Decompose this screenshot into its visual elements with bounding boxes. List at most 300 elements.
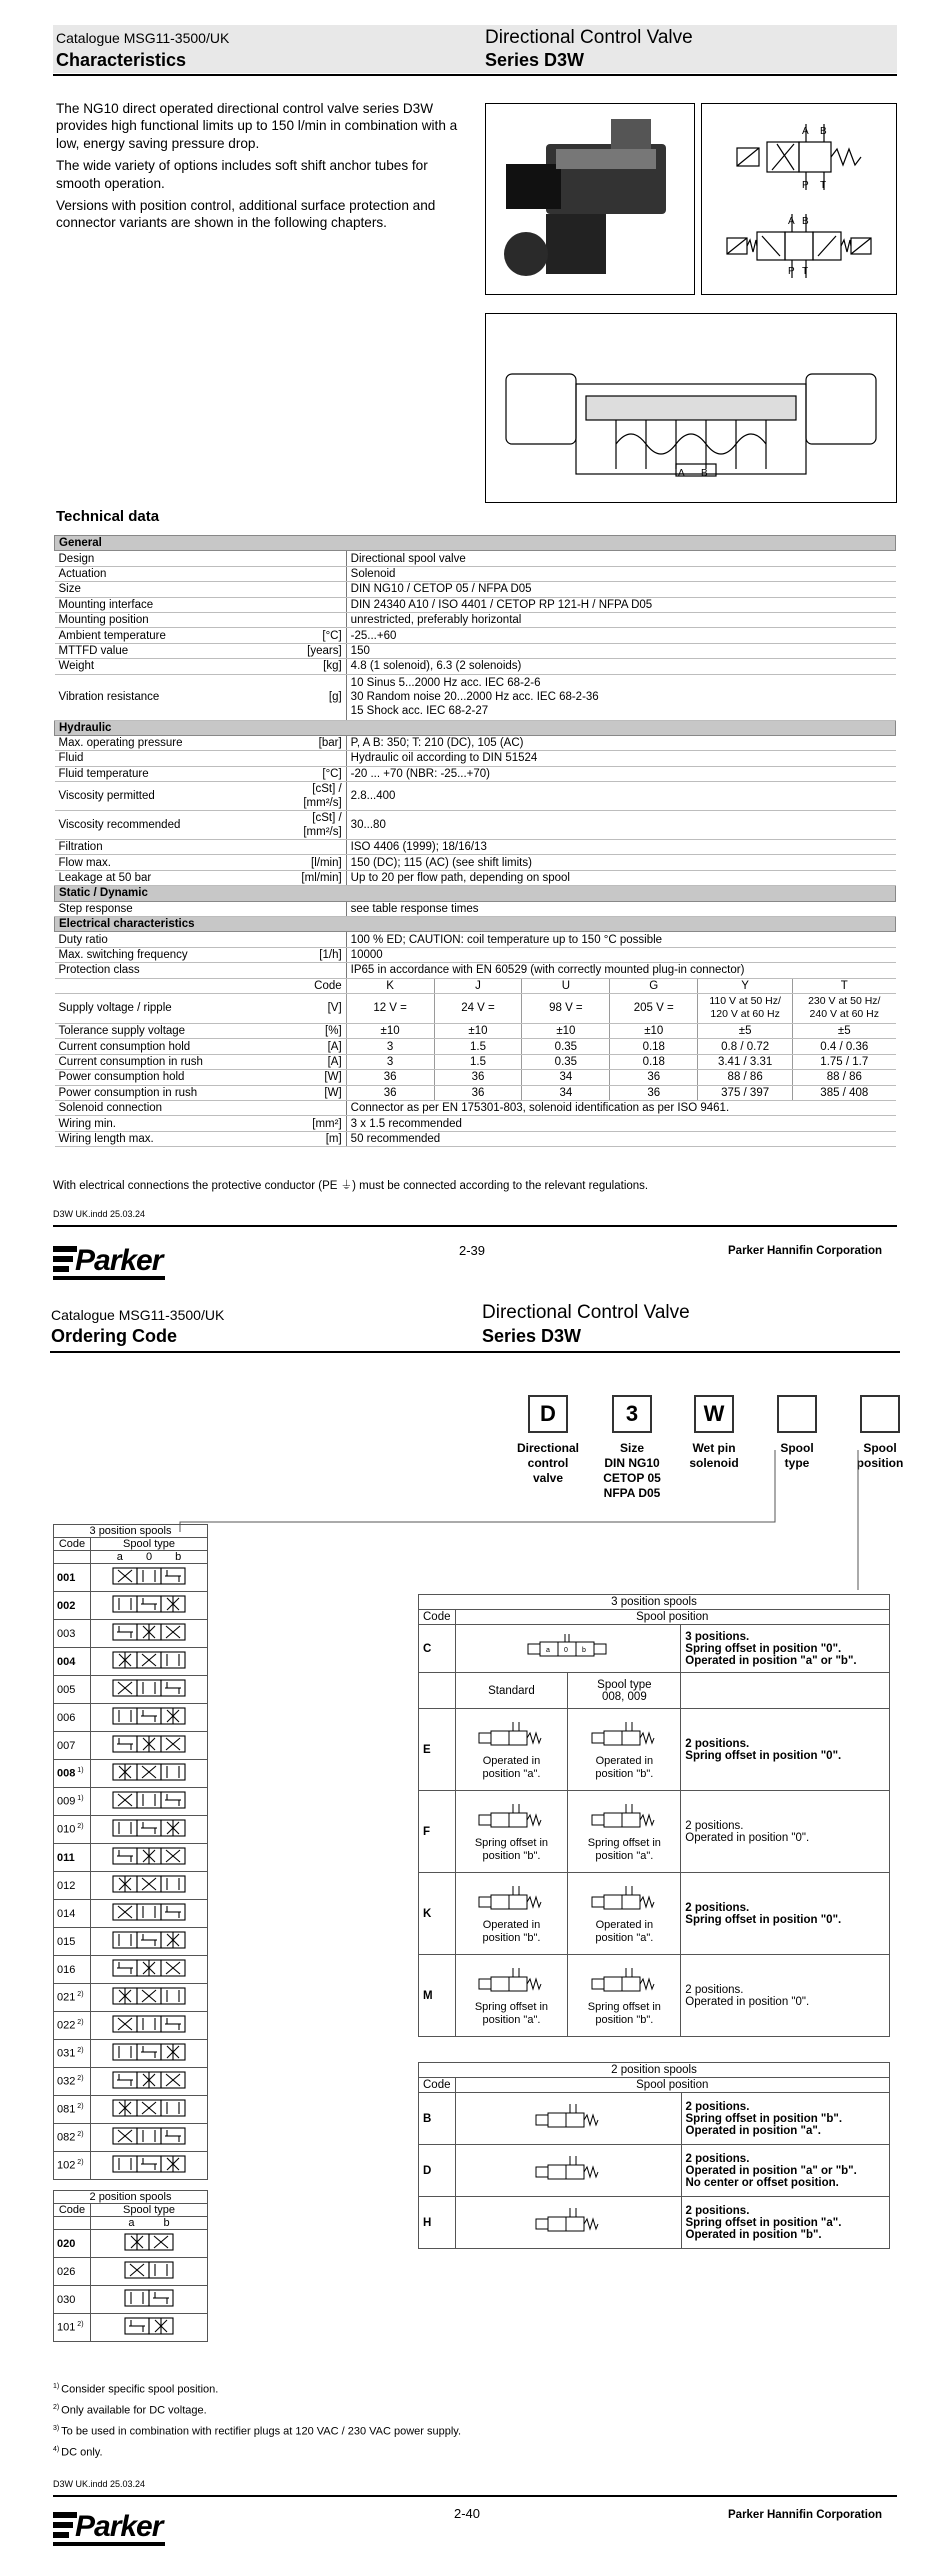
spool-symbol-cell	[91, 2230, 208, 2258]
spool-symbol-icon	[109, 1761, 189, 1783]
intro-text	[56, 100, 466, 237]
table-row	[55, 674, 896, 720]
port-label-p: P	[802, 180, 809, 191]
code-box-label: Spool position	[856, 1441, 904, 1470]
vibration-line: 30 Random noise 20...2000 Hz acc. IEC 68-2-36	[350, 691, 599, 704]
spool-position-cell	[455, 2093, 681, 2145]
row-label: Fluid	[55, 751, 297, 766]
row-value: Solenoid	[346, 566, 895, 581]
desc-line: Spring offset in position "b".	[685, 2112, 843, 2125]
voltage-code: U	[522, 978, 610, 993]
table-title: 2 position spools	[54, 2191, 208, 2204]
table-row	[54, 2152, 208, 2180]
table-row	[54, 2012, 208, 2040]
table-row	[55, 612, 896, 627]
col-header: Code	[54, 1538, 91, 1551]
col-header: Spool type	[91, 2204, 208, 2217]
technical-data-table	[54, 535, 896, 1147]
spool-code-text: 081	[57, 2103, 76, 2116]
footnote-ref: 2)	[75, 2159, 84, 2167]
footer-file: D3W UK.indd 25.03.24	[53, 1209, 146, 1219]
col-header: Spool position	[455, 2078, 890, 2093]
row-unit: [mm²]	[296, 1116, 346, 1131]
spool-symbol-cell	[91, 1788, 208, 1816]
spool-rows	[54, 2230, 208, 2342]
spool-type-3pos-table	[53, 1524, 208, 2180]
row-unit	[296, 840, 346, 855]
table-row	[419, 2093, 890, 2145]
row-value: Directional spool valve	[346, 551, 895, 566]
row-unit: [g]	[296, 674, 346, 720]
symbol-caption: Operated in position "b".	[595, 1754, 654, 1780]
spool-position-cell	[455, 2197, 681, 2249]
table-row	[55, 1131, 896, 1146]
symbol-caption: Spring offset in position "b".	[587, 2000, 661, 2026]
spool-symbol-icon	[109, 2013, 189, 2035]
code-box	[860, 1395, 900, 1433]
row-unit: [°C]	[296, 766, 346, 781]
row-label: Filtration	[55, 840, 297, 855]
cell-value: 385 / 408	[793, 1085, 896, 1100]
table-row	[55, 782, 896, 811]
row-label: Flow max.	[55, 855, 297, 870]
spool-code-text: 005	[57, 1683, 76, 1696]
table-row	[54, 1928, 208, 1956]
desc-line: No center or offset position.	[685, 2176, 839, 2189]
voltage-code: T	[793, 978, 896, 993]
spool-symbol-cell	[91, 1984, 208, 2012]
spool-symbol-icon	[109, 1789, 189, 1811]
port-label-p: P	[788, 266, 795, 277]
row-unit	[296, 751, 346, 766]
row-value: 10000	[346, 947, 895, 962]
row-label: Leakage at 50 bar	[55, 870, 297, 885]
row-label: Design	[55, 551, 297, 566]
spool-code	[54, 1676, 91, 1704]
symbol-caption: Spring offset in position "a".	[587, 1836, 661, 1862]
spool-code	[54, 2286, 91, 2314]
spool-code	[54, 2258, 91, 2286]
spool-code-text: 102	[57, 2159, 76, 2172]
spool-code-text: 022	[57, 2019, 76, 2032]
row-unit	[296, 963, 346, 978]
table-row	[55, 947, 896, 962]
spool-symbol-icon	[121, 2287, 177, 2309]
spool-code	[54, 1732, 91, 1760]
table-row	[55, 932, 896, 947]
spool-code-text: 021	[57, 1991, 76, 2004]
col-header: Code	[419, 1610, 456, 1625]
cell-value: 1.75 / 1.7	[793, 1054, 896, 1069]
code-box: 3	[612, 1395, 652, 1433]
desc-line: 2 positions.	[685, 2152, 750, 2165]
footer-rule	[53, 2495, 897, 2497]
footnote-ref: 2)	[75, 1991, 84, 1999]
symbol-caption: Spring offset in position "a".	[474, 2000, 549, 2026]
spool-position-cell	[568, 1791, 681, 1873]
row-label: Actuation	[55, 566, 297, 581]
cell-value: 88 / 86	[698, 1070, 793, 1085]
spool-code	[54, 2124, 91, 2152]
position-code: H	[419, 2197, 456, 2249]
row-value: -20 ... +70 (NBR: -25...+70)	[346, 766, 895, 781]
row-label: MTTFD value	[55, 643, 297, 658]
spool-type-2pos-table	[53, 2190, 208, 2342]
desc-line: Spring offset in position "0".	[685, 1749, 842, 1762]
spool-code-text: 012	[57, 1879, 76, 1892]
row-unit	[296, 582, 346, 597]
spool-symbol-cell	[91, 1704, 208, 1732]
technical-data-title: Technical data	[56, 508, 160, 525]
spool-symbol-icon	[520, 2205, 616, 2237]
table-row	[55, 582, 896, 597]
position-desc	[681, 2197, 890, 2249]
product-title: Directional Control Valve	[482, 1302, 690, 1323]
spool-symbol-cell	[91, 1648, 208, 1676]
pe-note: With electrical connections the protective conductor (PE ⏚) must be connected according to the relevant regulations.	[53, 1180, 649, 1192]
spool-code-text: 001	[57, 1571, 76, 1584]
position-rows	[419, 2093, 890, 2249]
code-box-label: Wet pin solenoid	[689, 1441, 739, 1470]
spool-code	[54, 1984, 91, 2012]
footnote-text: Consider specific spool position.	[61, 2383, 219, 2396]
row-unit	[296, 612, 346, 627]
position-code: M	[419, 1955, 456, 2037]
electrical-rows	[55, 932, 896, 978]
position-desc	[681, 2093, 890, 2145]
footnote-ref: 2)	[75, 2047, 84, 2055]
supply-value: 230 V at 50 Hz/ 240 V at 60 Hz	[793, 993, 896, 1023]
table-row	[54, 1732, 208, 1760]
table-row	[54, 1872, 208, 1900]
port-label-t: T	[820, 180, 827, 191]
row-value: -25...+60	[346, 628, 895, 643]
position-desc	[681, 1873, 890, 1955]
table-row	[54, 2230, 208, 2258]
footnote-ref: 1)	[75, 1795, 84, 1803]
spool-code-text: 015	[57, 1935, 76, 1948]
vibration-line: 15 Shock acc. IEC 68-2-27	[350, 705, 489, 718]
code-label: Code	[296, 978, 346, 993]
spool-symbol-cell	[91, 2314, 208, 2342]
cell-value: 36	[346, 1085, 434, 1100]
row-value: 30...80	[346, 811, 895, 840]
spool-symbol-icon	[109, 2125, 189, 2147]
spool-symbol-icon	[109, 2041, 189, 2063]
spool-code-text: 101	[57, 2321, 76, 2334]
footnote-ref: 2)	[75, 1823, 84, 1831]
code-box: W	[694, 1395, 734, 1433]
row-label: Current consumption in rush	[55, 1054, 297, 1069]
spool-symbol-cell	[91, 1760, 208, 1788]
spool-symbol-cell	[91, 1928, 208, 1956]
footnote-text: DC only.	[61, 2446, 103, 2459]
position-desc	[681, 1709, 890, 1791]
voltage-code: G	[610, 978, 698, 993]
row-unit: [W]	[296, 1085, 346, 1100]
cell-value: 1.5	[434, 1054, 522, 1069]
row-unit: [bar]	[296, 735, 346, 750]
logo-text: Parker	[75, 2510, 163, 2543]
desc-line: 2 positions.	[685, 1983, 744, 1996]
company-name: Parker Hannifin Corporation	[728, 1245, 882, 1257]
port-label-t: T	[802, 266, 809, 277]
row-unit: [cSt] / [mm²/s]	[296, 811, 346, 840]
vibration-line: 10 Sinus 5...2000 Hz acc. IEC 68-2-6	[350, 677, 541, 690]
desc-line: 2 positions.	[685, 1737, 750, 1750]
cell-value: 0.35	[522, 1039, 610, 1054]
row-label: Step response	[55, 901, 297, 916]
table-row	[55, 963, 896, 978]
spool-position-cell	[568, 1955, 681, 2037]
section-title: Ordering Code	[51, 1326, 178, 1346]
table-row	[54, 1676, 208, 1704]
row-value: IP65 in accordance with EN 60529 (with correctly mounted plug-in connector)	[346, 963, 895, 978]
spool-code-text: 007	[57, 1739, 76, 1752]
table-row	[419, 1873, 890, 1955]
spool-code-text: 004	[57, 1655, 76, 1668]
spool-code	[54, 1900, 91, 1928]
footnote-number: 4)	[53, 2446, 62, 2453]
row-unit: [A]	[296, 1039, 346, 1054]
row-value: 2.8...400	[346, 782, 895, 811]
table-row	[54, 1900, 208, 1928]
row-unit: [V]	[296, 993, 346, 1023]
port-label-a: A	[678, 468, 685, 479]
cell-value: 36	[346, 1070, 434, 1085]
spool-symbol-icon	[455, 1625, 681, 1673]
symbol-caption: Operated in position "a".	[595, 1918, 654, 1944]
spool-code-text: 010	[57, 1823, 76, 1836]
footnote-ref: 2)	[75, 2075, 84, 2083]
spool-code-text: 032	[57, 2075, 76, 2088]
row-unit	[296, 932, 346, 947]
code-box-label: Directional control valve	[516, 1441, 579, 1485]
row-label: Max. switching frequency	[55, 947, 297, 962]
company-name: Parker Hannifin Corporation	[728, 2509, 882, 2521]
spool-symbol-cell	[91, 2068, 208, 2096]
spool-symbol-cell	[91, 1676, 208, 1704]
table-row	[54, 2068, 208, 2096]
spool-symbol-icon	[109, 2097, 189, 2119]
section-hydraulic: Hydraulic	[55, 720, 896, 735]
port-label-b: B	[820, 126, 827, 137]
spool-code-text: 020	[57, 2237, 76, 2250]
spool-position-cell	[568, 1709, 681, 1791]
position-code: D	[419, 2145, 456, 2197]
static-rows	[55, 901, 896, 916]
row-unit	[296, 901, 346, 916]
svg-text:0: 0	[563, 1647, 568, 1654]
col-sub-header: a b	[91, 2217, 208, 2230]
spool-symbol-icon	[576, 1965, 672, 1997]
supply-value: 110 V at 50 Hz/ 120 V at 60 Hz	[698, 993, 793, 1023]
row-label: Viscosity recommended	[55, 811, 297, 840]
table-row	[55, 1116, 896, 1131]
table-row	[54, 2096, 208, 2124]
table-title: 2 position spools	[419, 2063, 890, 2078]
port-label-a: A	[788, 216, 795, 227]
spool-symbol-icon	[463, 1883, 559, 1915]
code-box	[777, 1395, 817, 1433]
spool-code-text: 008	[57, 1767, 76, 1780]
spool-code	[54, 2040, 91, 2068]
table-row	[54, 2286, 208, 2314]
row-value	[346, 674, 895, 720]
row-label: Supply voltage / ripple	[55, 993, 297, 1023]
cell-value: 0.4 / 0.36	[793, 1039, 896, 1054]
series-title: Series D3W	[482, 1326, 582, 1346]
catalogue-number: Catalogue MSG11-3500/UK	[51, 1307, 225, 1323]
footnote-number: 3)	[53, 2425, 62, 2432]
spool-symbol-icon	[520, 2101, 616, 2133]
header-rule	[53, 74, 897, 76]
spool-symbol-icon	[109, 1649, 189, 1671]
spool-code-text: 003	[57, 1627, 76, 1640]
footnote	[53, 2383, 218, 2396]
parker-logo	[53, 2508, 165, 2548]
row-value: DIN NG10 / CETOP 05 / NFPA D05	[346, 582, 895, 597]
cell-value: ±5	[698, 1023, 793, 1038]
supply-row	[55, 993, 896, 1023]
spool-symbol-icon	[109, 2153, 189, 2175]
table-row	[54, 2040, 208, 2068]
supply-value: 24 V =	[434, 993, 522, 1023]
spool-position-cell	[455, 1791, 568, 1873]
supply-value: 12 V =	[346, 993, 434, 1023]
voltage-code: Y	[698, 978, 793, 993]
general-rows	[55, 551, 896, 674]
symbol-caption: Operated in position "b".	[482, 1918, 541, 1944]
spool-symbol-icon	[109, 1733, 189, 1755]
footnote-text: To be used in combination with rectifier plugs at 120 VAC / 230 VAC power supply.	[61, 2425, 462, 2438]
spool-code	[54, 1620, 91, 1648]
spool-symbol-icon	[109, 1901, 189, 1923]
spool-symbol-cell	[91, 1620, 208, 1648]
row-unit: [%]	[296, 1023, 346, 1038]
row-label: Power consumption in rush	[55, 1085, 297, 1100]
cell-value: 375 / 397	[698, 1085, 793, 1100]
col-header: Code	[419, 2078, 456, 2093]
spool-code-text: 002	[57, 1599, 76, 1612]
row-unit: [A]	[296, 1054, 346, 1069]
section-static: Static / Dynamic	[55, 886, 896, 901]
parker-logo	[53, 1242, 165, 1282]
catalogue-number: Catalogue MSG11-3500/UK	[56, 30, 230, 46]
spool-code	[54, 2012, 91, 2040]
spool-symbol-icon	[520, 2153, 616, 2185]
spool-code	[54, 2096, 91, 2124]
table-row	[55, 551, 896, 566]
header-rule	[50, 1351, 900, 1353]
table-row	[55, 840, 896, 855]
cell-value: ±10	[522, 1023, 610, 1038]
cell-value: 36	[434, 1085, 522, 1100]
spool-symbol-icon	[121, 2315, 177, 2337]
spool-symbol-icon	[463, 1719, 559, 1751]
table-row	[54, 2314, 208, 2342]
position-code: K	[419, 1873, 456, 1955]
table-row	[419, 2145, 890, 2197]
svg-text:a: a	[545, 1647, 550, 1654]
row-value: ISO 4406 (1999); 18/16/13	[346, 840, 895, 855]
cell-value: ±5	[793, 1023, 896, 1038]
spool-symbol-icon	[576, 1883, 672, 1915]
series-title: Series D3W	[485, 50, 585, 70]
spool-symbol-cell	[91, 1816, 208, 1844]
cell-value: 3	[346, 1054, 434, 1069]
table-row	[55, 751, 896, 766]
table-row	[54, 2124, 208, 2152]
row-unit	[296, 551, 346, 566]
hydraulic-symbols	[701, 103, 897, 295]
row-label: Viscosity permitted	[55, 782, 297, 811]
row-label: Vibration resistance	[55, 674, 297, 720]
spool-code-text: 030	[57, 2293, 76, 2306]
intro-paragraph: The wide variety of options includes soft shift anchor tubes for smooth operation.	[56, 158, 428, 191]
spool-symbol-cell	[91, 2258, 208, 2286]
spool-position-cell	[455, 1955, 568, 2037]
page-number: 2-40	[454, 2506, 481, 2521]
spool-code	[54, 1872, 91, 1900]
spool-code-text: 031	[57, 2047, 76, 2060]
spool-code	[54, 2068, 91, 2096]
footnote-number: 1)	[53, 2383, 62, 2390]
position-desc: 3 positions. Spring offset in position "0". Operated in position "a" or "b".	[681, 1625, 890, 1673]
spool-position-cell	[455, 2145, 681, 2197]
row-value: 150 (DC); 115 (AC) (see shift limits)	[346, 855, 895, 870]
table-row	[55, 766, 896, 781]
row-label: Weight	[55, 659, 297, 674]
spool-symbol-icon	[109, 1929, 189, 1951]
intro-paragraph: Versions with position control, additional surface protection and connector variants are shown in the following chapters.	[56, 198, 436, 231]
cell-value: 0.18	[610, 1054, 698, 1069]
spool-symbol-icon	[463, 1801, 559, 1833]
spool-code-text: 009	[57, 1795, 76, 1808]
row-unit: [W]	[296, 1070, 346, 1085]
supply-value: 98 V =	[522, 993, 610, 1023]
supply-value: 205 V =	[610, 993, 698, 1023]
row-value: 100 % ED; CAUTION: coil temperature up to 150 °C possible	[346, 932, 895, 947]
cell-value: ±10	[434, 1023, 522, 1038]
valve-section-drawing	[485, 313, 897, 503]
row-value: Connector as per EN 175301-803, solenoid identification as per ISO 9461.	[346, 1100, 895, 1115]
col-header: Code	[54, 2204, 91, 2217]
footnote-ref: 2)	[75, 2321, 84, 2329]
row-unit: [1/h]	[296, 947, 346, 962]
cell-value: 36	[610, 1070, 698, 1085]
cell-value: ±10	[610, 1023, 698, 1038]
svg-text:b: b	[581, 1647, 586, 1654]
table-row	[55, 855, 896, 870]
cell-value: 1.5	[434, 1039, 522, 1054]
row-label: Protection class	[55, 963, 297, 978]
cell-value: 34	[522, 1070, 610, 1085]
spool-symbol-cell	[91, 1872, 208, 1900]
spool-symbol-cell	[91, 2152, 208, 2180]
cell-value: 36	[434, 1070, 522, 1085]
row-label: Mounting interface	[55, 597, 297, 612]
row-value: 4.8 (1 solenoid), 6.3 (2 solenoids)	[346, 659, 895, 674]
table-row	[55, 811, 896, 840]
row-label: Mounting position	[55, 612, 297, 627]
desc-line: Spring offset in position "0".	[685, 1913, 842, 1926]
footnote-number: 2)	[53, 2404, 62, 2411]
table-row	[54, 1620, 208, 1648]
row-value: Up to 20 per flow path, depending on spool	[346, 870, 895, 885]
code-box-label: Size DIN NG10 CETOP 05 NFPA D05	[603, 1441, 661, 1500]
table-row	[55, 1023, 896, 1038]
